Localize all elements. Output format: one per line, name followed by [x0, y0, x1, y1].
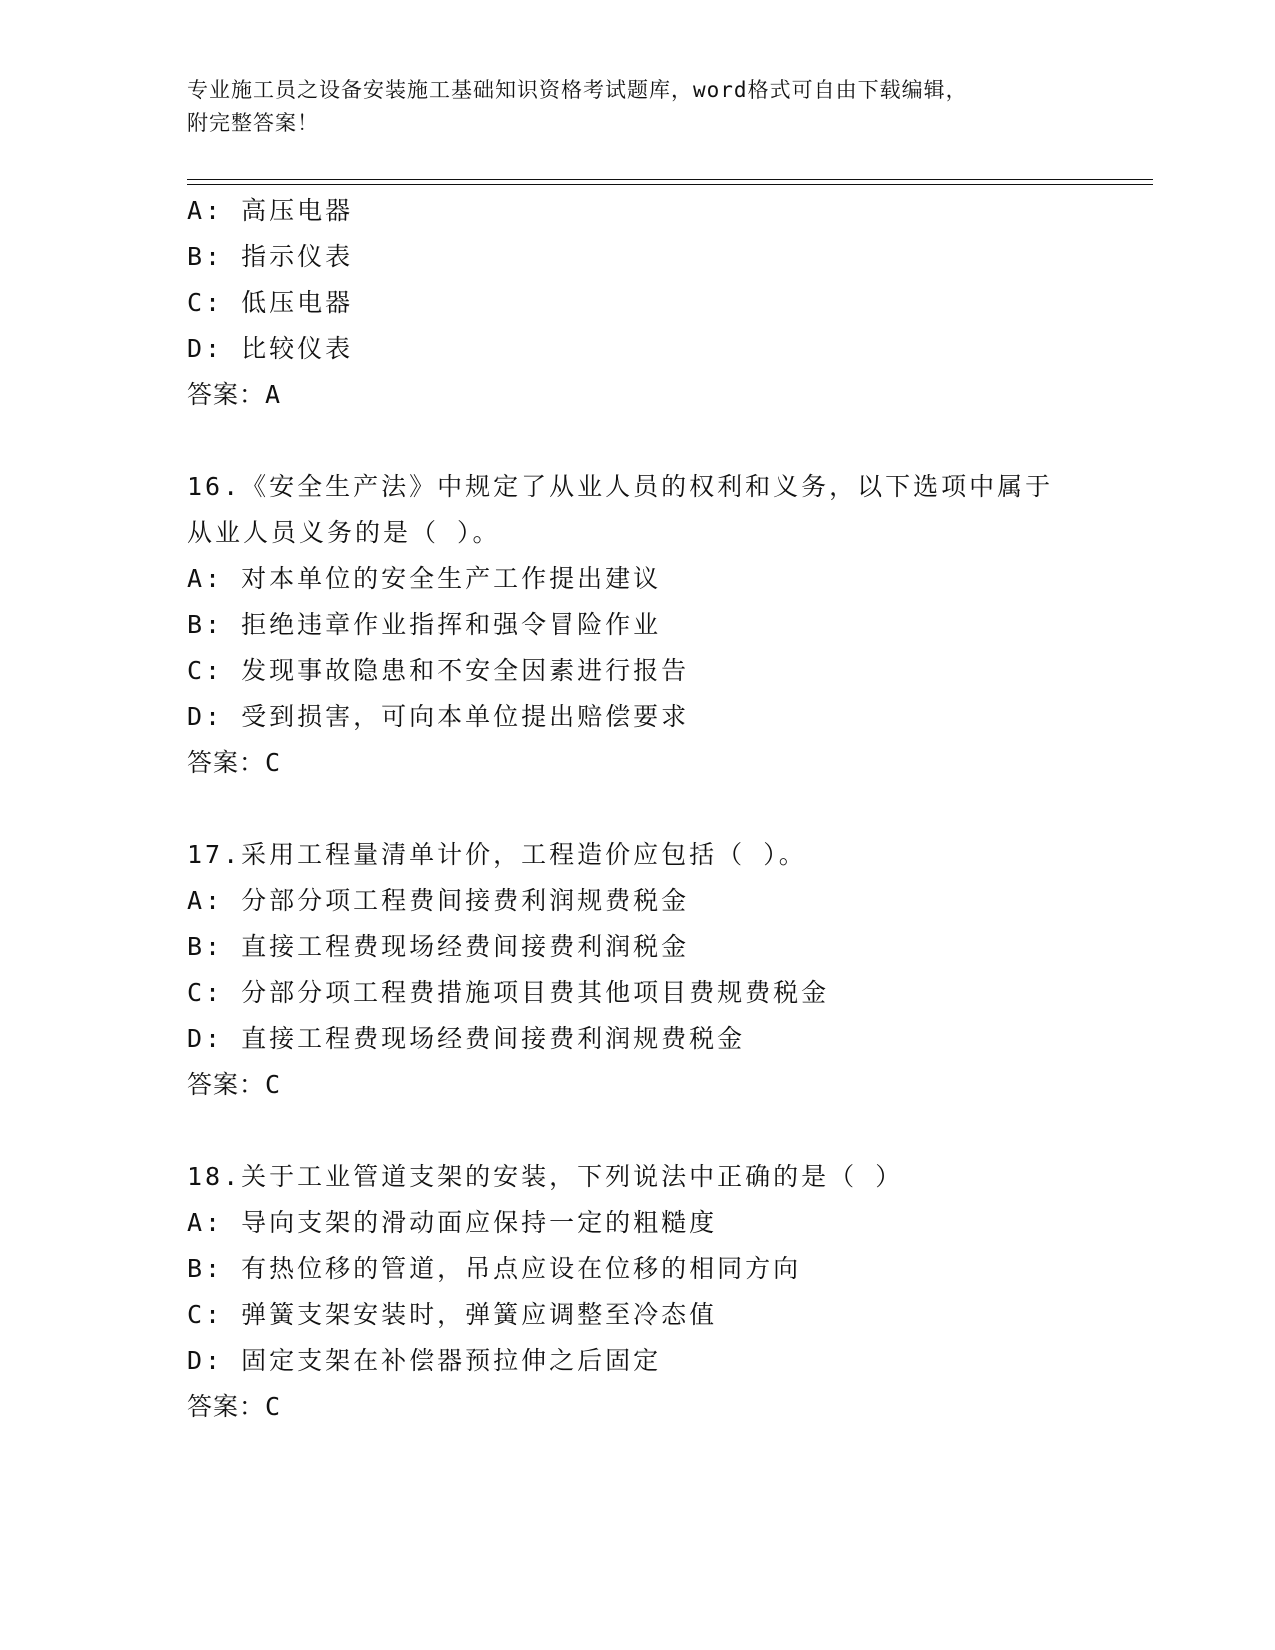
answer-label: 答案： [187, 1392, 266, 1421]
header-divider-top [187, 179, 1153, 180]
question-stem: 18.关于工业管道支架的安装，下列说法中正确的是（ ） [187, 1162, 904, 1191]
answer-value: A [265, 380, 282, 409]
question-stem: 17.采用工程量清单计价，工程造价应包括（ ）。 [187, 840, 807, 869]
option-d: D: 受到损害，可向本单位提出赔偿要求 [187, 702, 690, 731]
answer-label: 答案： [187, 380, 266, 409]
question-18 [187, 1154, 1147, 1430]
header-divider-bottom [187, 184, 1153, 185]
option-a: A: 分部分项工程费间接费利润规费税金 [187, 886, 690, 915]
option-c: C: 弹簧支架安装时，弹簧应调整至冷态值 [187, 1300, 718, 1329]
option-b: B: 直接工程费现场经费间接费利润税金 [187, 932, 690, 961]
option-c: C: 低压电器 [187, 288, 354, 317]
header-line-1: 专业施工员之设备安装施工基础知识资格考试题库，word格式可自由下载编辑， [187, 78, 968, 102]
answer-value: C [265, 1070, 282, 1099]
option-a: A: 导向支架的滑动面应保持一定的粗糙度 [187, 1208, 718, 1237]
document-header [187, 74, 1087, 140]
answer-label: 答案： [187, 748, 266, 777]
answer-line [187, 1062, 1147, 1108]
question-list [187, 188, 1147, 1430]
answer-line [187, 372, 1147, 418]
option-a: A: 高压电器 [187, 196, 354, 225]
spacer [187, 786, 1147, 832]
spacer [187, 418, 1147, 464]
option-b: B: 有热位移的管道，吊点应设在位移的相同方向 [187, 1254, 802, 1283]
answer-value: C [265, 1392, 282, 1421]
header-line-2: 附完整答案！ [187, 111, 319, 135]
question-stem: 从业人员义务的是（ ）。 [187, 518, 501, 547]
option-d: D: 固定支架在补偿器预拉伸之后固定 [187, 1346, 662, 1375]
option-b: B: 指示仪表 [187, 242, 354, 271]
option-d: D: 比较仪表 [187, 334, 354, 363]
question-17 [187, 832, 1147, 1108]
option-c: C: 发现事故隐患和不安全因素进行报告 [187, 656, 690, 685]
answer-line [187, 740, 1147, 786]
question-15-continuation [187, 188, 1147, 418]
question-16 [187, 464, 1147, 786]
question-stem: 16.《安全生产法》中规定了从业人员的权利和义务，以下选项中属于 [187, 472, 1054, 501]
option-b: B: 拒绝违章作业指挥和强令冒险作业 [187, 610, 662, 639]
answer-line [187, 1384, 1147, 1430]
answer-value: C [265, 748, 282, 777]
answer-label: 答案： [187, 1070, 266, 1099]
spacer [187, 1108, 1147, 1154]
option-c: C: 分部分项工程费措施项目费其他项目费规费税金 [187, 978, 830, 1007]
option-a: A: 对本单位的安全生产工作提出建议 [187, 564, 662, 593]
option-d: D: 直接工程费现场经费间接费利润规费税金 [187, 1024, 746, 1053]
